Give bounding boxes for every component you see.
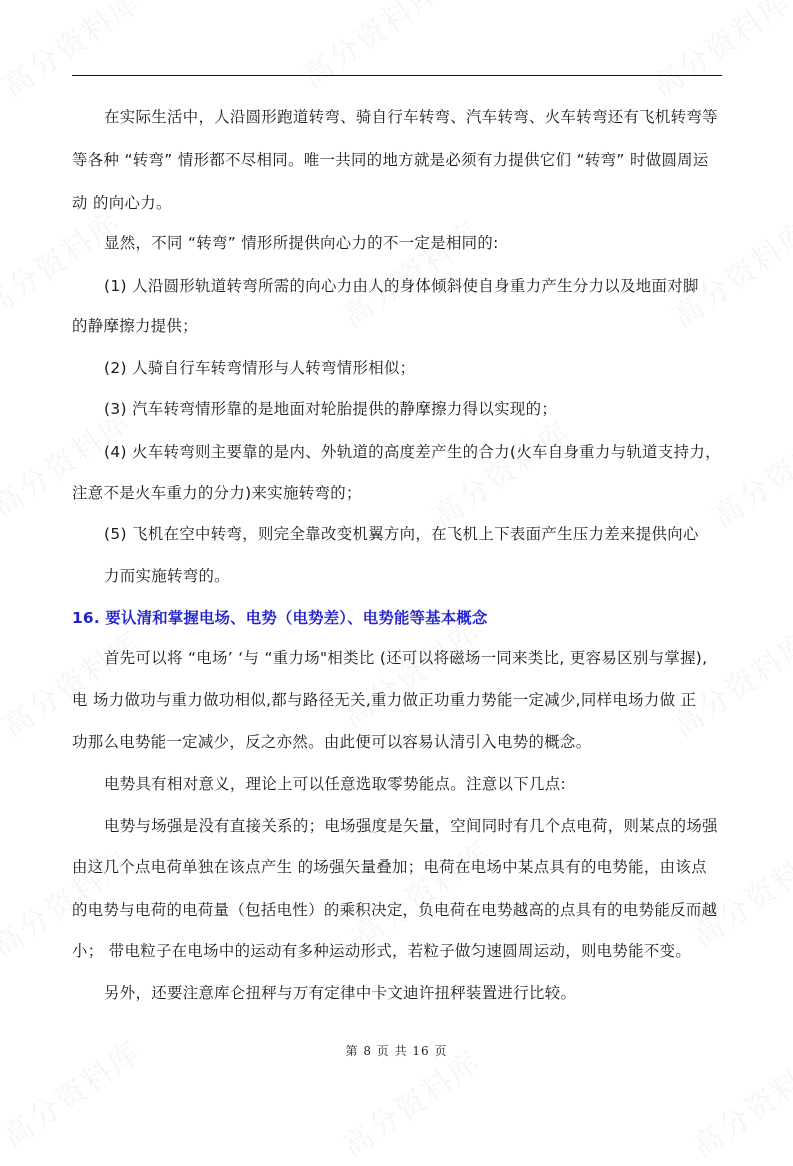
list-item-line: (2) 人骑自行车转弯情形与人转弯情形相似； <box>104 359 416 377</box>
watermark <box>702 408 793 536</box>
watermark <box>342 828 498 956</box>
watermark <box>0 0 148 106</box>
paragraph-line: 小； 带电粒子在电场中的运动有多种运动形式，若粒子做匀速圆周运动，则电势能不变。 <box>72 942 692 960</box>
paragraph-line: 首先可以将 “电场’ ‘与 “重力场"相类比 (还可以将磁场一同来类比, 更容易区别与掌握), <box>104 649 708 667</box>
paragraph-line: 电势具有相对意义，理论上可以任意选取零势能点。注意以下几点: <box>104 775 567 793</box>
list-item-line: (5) 飞机在空中转弯，则完全靠改变机翼方向，在飞机上下表面产生压力差来提供向心 <box>104 525 699 543</box>
watermark <box>642 0 793 106</box>
list-item-line: (3) 汽车转弯情形靠的是地面对轮胎提供的静摩擦力得以实现的； <box>104 400 558 418</box>
paragraph-line: 动 的向心力。 <box>72 194 172 212</box>
paragraph-line: 电势与场强是没有直接关系的；电场强度是矢量，空间同时有几个点电荷，则某点的场强 <box>104 817 718 835</box>
watermark <box>0 618 148 746</box>
section-heading: 16. 要认清和掌握电场、电势（电势差）、电势能等基本概念 <box>72 609 488 627</box>
paragraph-line: 另外，还要注意库仑扭秤与万有定律中卡文迪许扭秤装置进行比较。 <box>104 984 577 1002</box>
watermark <box>662 208 793 336</box>
list-item-line: 的静摩擦力提供； <box>72 317 198 335</box>
paragraph-line: 电 场力做功与重力做功相似,都与路径无关,重力做正功重力势能一定减少,同样电场力做 正 <box>72 691 697 709</box>
header-rule <box>72 75 722 76</box>
watermark <box>422 408 578 536</box>
paragraph-line: 显然，不同 “转弯” 情形所提供向心力的不一定是相同的: <box>104 234 499 252</box>
watermark <box>0 198 128 326</box>
page-footer: 第 8 页 共 16 页 <box>345 1044 448 1058</box>
list-item-line: 注意不是火车重力的分力)来实施转弯的； <box>72 484 362 502</box>
list-item-line: (1) 人沿圆形轨道转弯所需的向心力由人的身体倾斜使自身重力产生分力以及地面对脚 <box>104 277 699 295</box>
paragraph-line: 功那么电势能一定减少，反之亦然。由此便可以容易认清引入电势的概念。 <box>72 733 592 751</box>
watermark <box>332 208 488 336</box>
paragraph-line: 在实际生活中，人沿圆形跑道转弯、骑自行车转弯、汽车转弯、火车转弯还有飞机转弯等 <box>104 108 718 126</box>
list-item-line: (4) 火车转弯则主要靠的是内、外轨道的高度差产生的合力(火车自身重力与轨道支持力， <box>104 443 721 461</box>
watermark <box>662 618 793 746</box>
paragraph-line: 由这几个点电荷单独在该点产生 的场强矢量叠加；电荷在电场中某点具有的电势能，由该点 <box>72 858 707 876</box>
paragraph-line: 的电势与电荷的电荷量（包括电性）的乘积决定，负电荷在电势越高的点具有的电势能反而越 <box>72 901 718 919</box>
list-item-line: 力而实施转弯的。 <box>104 567 230 585</box>
paragraph-line: 等各种 “转弯” 情形都不尽相同。唯一共同的地方就是必须有力提供它们 “转弯” 时做圆周运 <box>72 151 709 169</box>
watermark <box>682 828 793 956</box>
watermark <box>292 0 448 96</box>
